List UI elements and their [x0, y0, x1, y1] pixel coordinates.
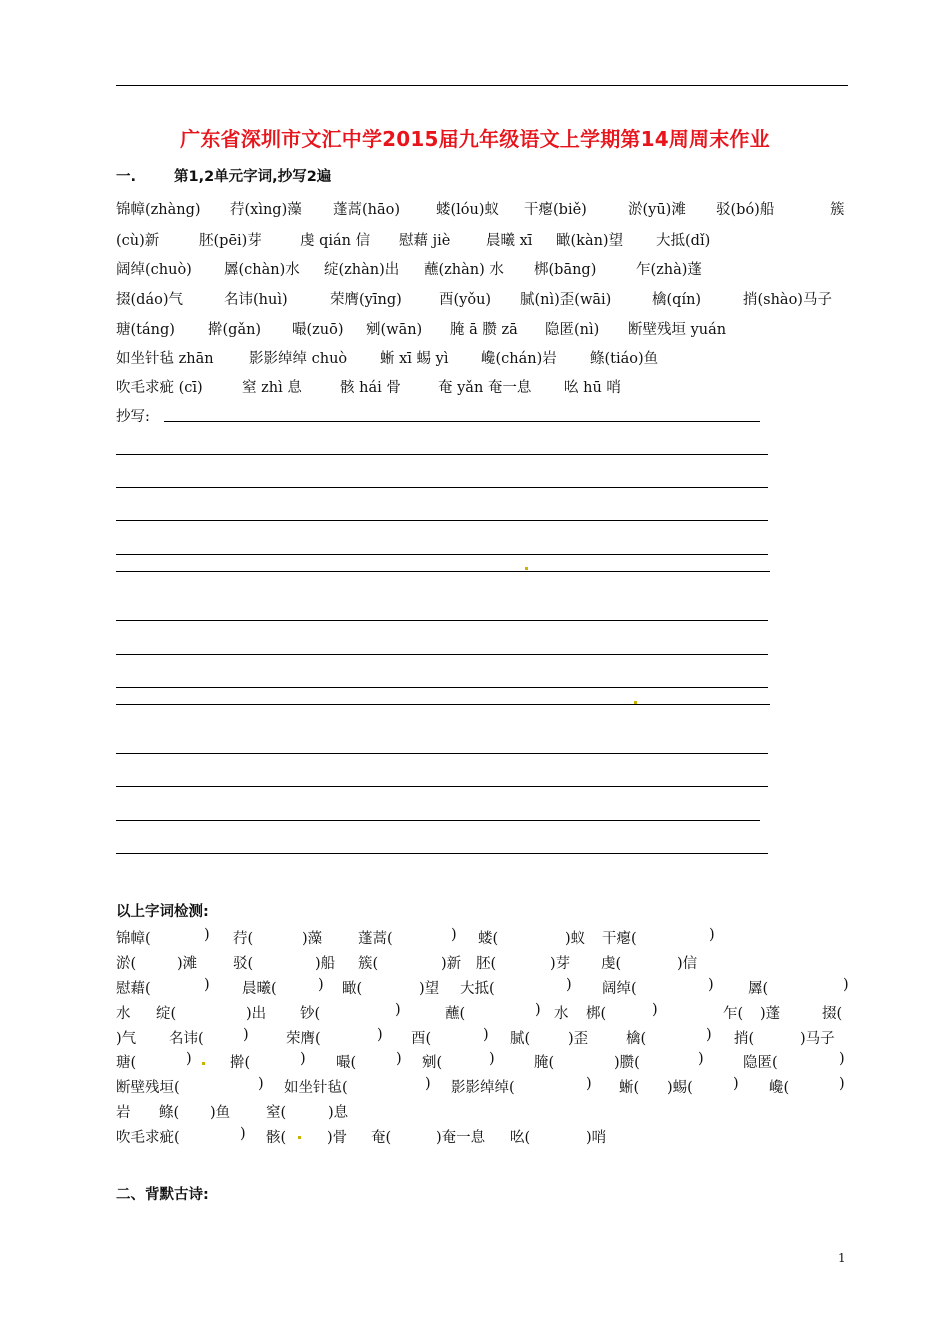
check-item: )骨 — [327, 1130, 348, 1146]
check-item: 剜( — [422, 1055, 443, 1071]
check-item: 隐匿( — [743, 1055, 778, 1071]
section-label: 背默古诗: — [145, 1187, 209, 1203]
section-number: 二、 — [116, 1187, 145, 1203]
vocab-item: 蓬蒿(hāo) — [333, 202, 401, 218]
vocab-item: 擀(gǎn) — [208, 322, 262, 338]
check-item: ) — [425, 1076, 431, 1092]
check-item: ) — [258, 1076, 264, 1092]
check-item: ) — [186, 1051, 192, 1067]
vocab-item: 捎(shào)马子 — [743, 292, 832, 308]
check-item: 阔绰( — [602, 981, 637, 997]
check-item: 乍( — [723, 1006, 744, 1022]
vocab-item: 剜(wān) — [366, 322, 423, 338]
check-item: 骸( — [266, 1130, 287, 1146]
check-item: 钞( — [300, 1006, 321, 1022]
check-item: )蜴( — [667, 1080, 693, 1096]
check-item: 淤( — [116, 956, 137, 972]
vocab-item: 蝼(lóu)蚁 — [436, 202, 500, 218]
check-item: )蚁 — [565, 931, 586, 947]
vocab-item: 巉(chán)岩 — [481, 351, 557, 367]
vocab-item: 蜥 xī 蜴 yì — [380, 351, 449, 367]
section-two-heading — [116, 1183, 209, 1204]
check-item: ) — [489, 1051, 495, 1067]
check-item: ) — [243, 1027, 249, 1043]
check-item: ) — [300, 1051, 306, 1067]
check-item: 蓬蒿( — [358, 931, 393, 947]
vocab-item: 腌 ā 臜 zā — [450, 322, 518, 338]
check-item: )蓬 — [760, 1006, 781, 1022]
vocab-item: 断壁残垣 yuán — [628, 322, 727, 338]
vocab-item: 簇 — [830, 202, 845, 218]
vocab-item: 慰藉 jiè — [399, 233, 451, 249]
check-item: 虔( — [601, 956, 622, 972]
check-item: ) — [843, 977, 849, 993]
section-label: 第1,2单元字词,抄写2遍 — [174, 169, 332, 185]
check-item: 蘸( — [445, 1006, 466, 1022]
vocab-item: 酉(yǒu) — [439, 292, 492, 308]
vocab-item: 羼(chàn)水 — [224, 262, 300, 278]
vocab-item: 虔 qián 信 — [300, 233, 371, 249]
check-item: 掇( — [822, 1006, 843, 1022]
check-item: 绽( — [156, 1006, 177, 1022]
vocab-item: 锦幛(zhàng) — [116, 202, 201, 218]
check-item: 锦幛( — [116, 931, 151, 947]
ink-speck — [298, 1136, 301, 1139]
check-item: ) — [318, 977, 324, 993]
section-one-heading — [116, 165, 331, 186]
check-item: 胚( — [476, 956, 497, 972]
check-item: 奄( — [371, 1130, 392, 1146]
header-rule — [116, 85, 848, 86]
check-item: ) — [733, 1076, 739, 1092]
check-item: 嘬( — [336, 1055, 357, 1071]
writing-line[interactable] — [116, 554, 768, 555]
check-item: 影影绰绰( — [451, 1080, 515, 1096]
vocab-item: 隐匿(nì) — [545, 322, 600, 338]
check-item: )鱼 — [210, 1105, 231, 1121]
check-item: ) — [566, 977, 572, 993]
check-item: 断壁残垣( — [116, 1080, 180, 1096]
check-item: 如坐针毡( — [284, 1080, 348, 1096]
check-item: )歪 — [568, 1031, 589, 1047]
writing-line[interactable] — [116, 704, 770, 705]
check-item: )奄一息 — [436, 1130, 486, 1146]
vocab-item: 吆 hū 哨 — [564, 380, 621, 396]
vocab-item: 如坐针毡 zhān — [116, 351, 214, 367]
vocab-item: 蘸(zhàn) 水 — [424, 262, 504, 278]
vocab-item: 瑭(táng) — [116, 322, 175, 338]
check-item: ) — [451, 927, 457, 943]
check-heading: 以上字词检测: — [116, 904, 209, 920]
document-title: 广东省深圳市文汇中学2015届九年级语文上学期第14周周末作业 — [180, 127, 770, 151]
check-item: ) — [839, 1051, 845, 1067]
check-item: 捎( — [734, 1031, 755, 1047]
check-item: ) — [586, 1076, 592, 1092]
writing-line[interactable] — [116, 820, 760, 821]
check-item: ) — [204, 927, 210, 943]
writing-line[interactable] — [116, 571, 770, 572]
writing-line[interactable] — [116, 786, 768, 787]
check-item: 酉( — [411, 1031, 432, 1047]
vocab-item: 奄 yǎn 奄一息 — [438, 380, 532, 396]
check-item: )马子 — [800, 1031, 835, 1047]
vocab-item: 干瘪(biě) — [524, 202, 587, 218]
ink-speck — [202, 1062, 205, 1065]
check-item: ) — [839, 1076, 845, 1092]
check-item: 慰藉( — [116, 981, 151, 997]
check-item: ) — [204, 977, 210, 993]
vocab-item: 吹毛求疵 (cī) — [116, 380, 203, 396]
check-item: ) — [698, 1051, 704, 1067]
check-item: ) — [395, 1002, 401, 1018]
check-item: 荇( — [233, 931, 254, 947]
writing-line[interactable] — [116, 753, 768, 754]
check-item: 岩 — [116, 1105, 131, 1121]
vocab-item: 阔绰(chuò) — [116, 262, 192, 278]
check-item: )望 — [419, 981, 440, 997]
check-item: 驳( — [233, 956, 254, 972]
ink-speck — [634, 701, 637, 704]
vocab-item: 梆(bāng) — [534, 262, 597, 278]
vocab-item: (cù)新 — [116, 233, 160, 249]
writing-line[interactable] — [116, 520, 768, 521]
check-item: 荣膺( — [286, 1031, 321, 1047]
check-item: 蝼( — [478, 931, 499, 947]
check-item: 蜥( — [619, 1080, 640, 1096]
check-item: )滩 — [177, 956, 198, 972]
writing-line[interactable] — [116, 620, 768, 621]
page-number: 1 — [838, 1251, 846, 1265]
check-item: )船 — [315, 956, 336, 972]
check-item: 簇( — [358, 956, 379, 972]
vocab-item: 骸 hái 骨 — [340, 380, 401, 396]
check-item: ) — [535, 1002, 541, 1018]
vocab-item: 荣膺(yīng) — [330, 292, 402, 308]
check-item: )新 — [441, 956, 462, 972]
check-item: 水 — [116, 1006, 131, 1022]
vocab-item: 掇(dáo)气 — [116, 292, 183, 308]
check-item: )芽 — [550, 956, 571, 972]
check-item: 腻( — [510, 1031, 531, 1047]
vocab-item: 瞰(kàn)望 — [556, 233, 624, 249]
vocab-item: 胚(pēi)芽 — [199, 233, 262, 249]
vocab-item: 名讳(huì) — [224, 292, 288, 308]
copy-label: 抄写: — [116, 409, 150, 425]
check-item: ) — [709, 927, 715, 943]
check-item: ) — [240, 1126, 246, 1142]
writing-line[interactable] — [116, 487, 768, 488]
writing-line[interactable] — [164, 421, 760, 422]
check-item: ) — [377, 1027, 383, 1043]
vocab-item: 嘬(zuō) — [292, 322, 344, 338]
check-item: ) — [706, 1027, 712, 1043]
check-item: ) — [396, 1051, 402, 1067]
check-item: 巉( — [769, 1080, 790, 1096]
writing-line[interactable] — [116, 853, 768, 854]
writing-line[interactable] — [116, 654, 768, 655]
check-item: )臜( — [614, 1055, 640, 1071]
check-item: ) — [708, 977, 714, 993]
check-item: 吹毛求疵( — [116, 1130, 180, 1146]
check-item: 大抵( — [460, 981, 495, 997]
check-item: 名讳( — [169, 1031, 204, 1047]
vocab-item: 绽(zhàn)出 — [324, 262, 400, 278]
check-item: 干瘪( — [602, 931, 637, 947]
check-item: 吆( — [510, 1130, 531, 1146]
check-item: ) — [483, 1027, 489, 1043]
check-item: 晨曦( — [242, 981, 277, 997]
check-item: 檎( — [626, 1031, 647, 1047]
check-item: )哨 — [586, 1130, 607, 1146]
check-item: ) — [652, 1002, 658, 1018]
writing-line[interactable] — [116, 454, 768, 455]
vocab-item: 檎(qín) — [652, 292, 702, 308]
check-item: )信 — [677, 956, 698, 972]
check-item: 羼( — [748, 981, 769, 997]
vocab-item: 腻(nì)歪(wāi) — [520, 292, 612, 308]
vocab-item: 晨曦 xī — [486, 233, 533, 249]
check-item: 擀( — [230, 1055, 251, 1071]
vocab-item: 鲦(tiáo)鱼 — [590, 351, 659, 367]
check-item: 鲦( — [159, 1105, 180, 1121]
check-item: )出 — [246, 1006, 267, 1022]
check-item: 瑭( — [116, 1055, 137, 1071]
section-number: 一. — [116, 169, 137, 185]
ink-speck — [525, 567, 528, 570]
vocab-item: 驳(bó)船 — [716, 202, 775, 218]
check-item: )气 — [116, 1031, 137, 1047]
check-item: )藻 — [302, 931, 323, 947]
vocab-item: 淤(yū)滩 — [628, 202, 686, 218]
check-item: 梆( — [586, 1006, 607, 1022]
check-item: 瞰( — [342, 981, 363, 997]
vocab-item: 大抵(dǐ) — [656, 233, 711, 249]
writing-line[interactable] — [116, 687, 768, 688]
vocab-item: 窒 zhì 息 — [242, 380, 302, 396]
check-item: 腌( — [534, 1055, 555, 1071]
check-item: 水 — [554, 1006, 569, 1022]
check-item: )息 — [328, 1105, 349, 1121]
check-item: 窒( — [266, 1105, 287, 1121]
vocab-item: 荇(xìng)藻 — [230, 202, 302, 218]
vocab-item: 乍(zhà)蓬 — [636, 262, 702, 278]
vocab-item: 影影绰绰 chuò — [249, 351, 348, 367]
